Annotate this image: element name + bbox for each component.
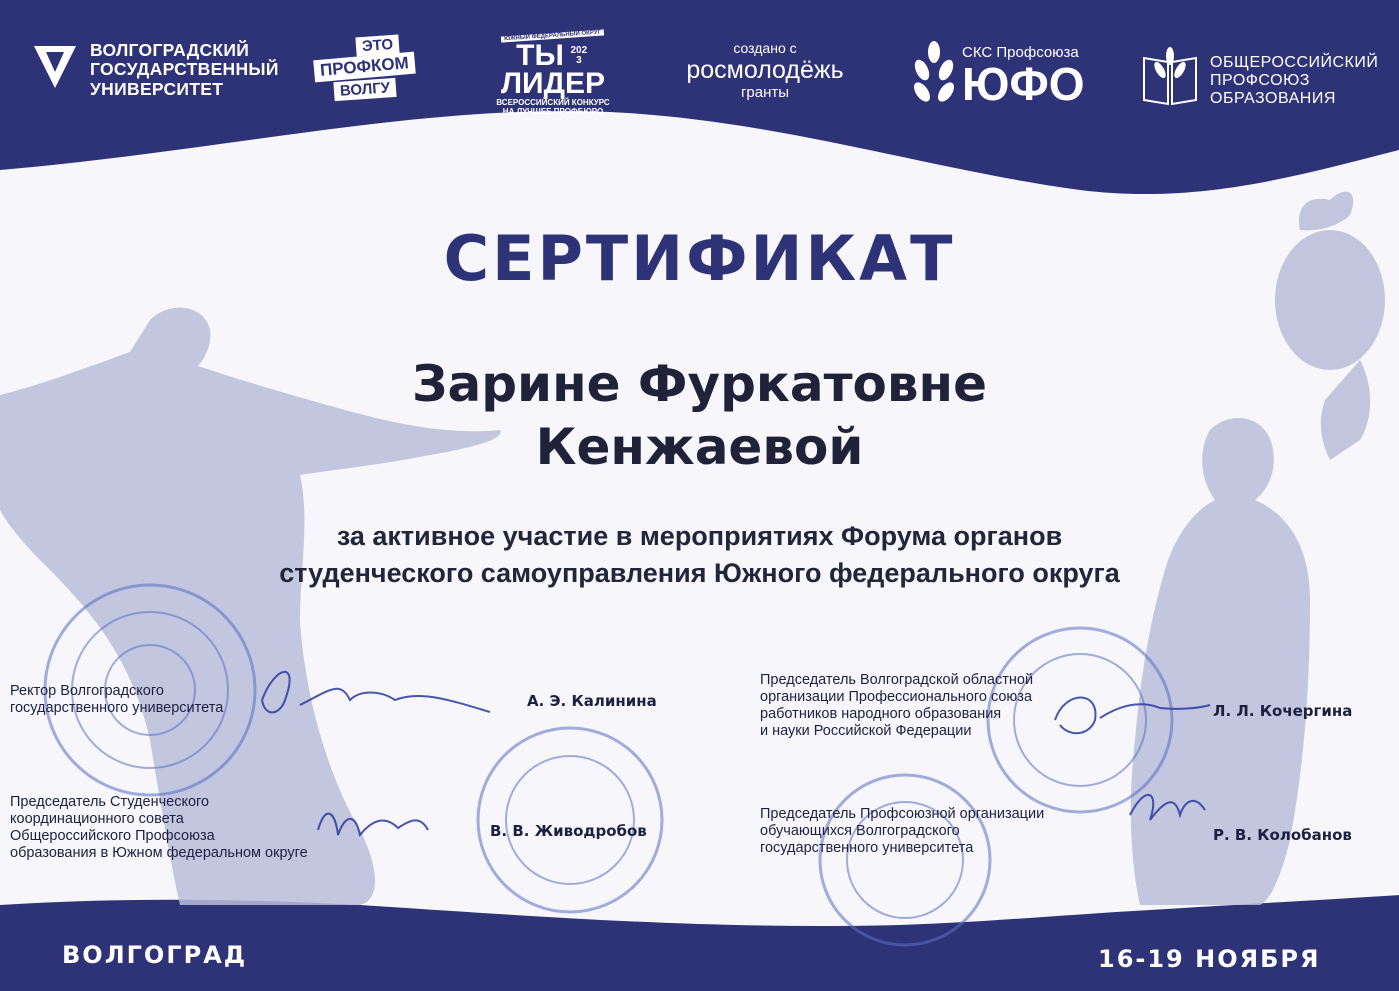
sks-pre: СКС Профсоюза (962, 44, 1079, 61)
eto-label: ЭТО (355, 35, 399, 57)
signatory-1-role-line: государственного университета (10, 700, 224, 716)
award-reason (0, 518, 1399, 592)
signatory-2-name: В. В. Живодробов (490, 822, 647, 840)
ty-lider-sub1: ВСЕРОССИЙСКИЙ КОНКУРС (496, 98, 610, 107)
union-line-1: ОБЩЕРОССИЙСКИЙ (1210, 54, 1379, 71)
union-book-icon (1140, 44, 1200, 106)
ty-lider-logo (478, 24, 628, 124)
signatory-1-role-line: Ректор Волгоградского (10, 683, 164, 699)
vgu-logo-icon (32, 42, 78, 92)
profkom-label: ПРОФКОМ (313, 52, 415, 83)
footer-dates: 16-19 НОЯБРЯ (1098, 945, 1321, 973)
ty-lider-year: 2023 (570, 45, 588, 66)
signatory-3-role-line: организации Профессионального союза (760, 689, 1033, 705)
signatory-4-role-line: Председатель Профсоюзной организации (760, 806, 1045, 822)
ty-lider-top: ЮЖНЫЙ ФЕДЕРАЛЬНЫЙ ОКРУГ (501, 29, 604, 42)
university-line-2: ГОСУДАРСТВЕННЫЙ (90, 59, 279, 80)
signatory-1-role (10, 683, 223, 717)
sks-leaf-icon (912, 40, 956, 106)
signatory-2-role (10, 794, 308, 862)
award-reason-line-2: студенческого самоуправления Южного федерального округа (279, 558, 1120, 588)
ty-lider-sub2: НА ЛУЧШЕЕ ПРОФБЮРО (502, 107, 604, 116)
signatory-2-role-line: образования в Южном федеральном округе (10, 845, 308, 861)
eto-profkom-logo (312, 36, 432, 106)
award-reason-line-1: за активное участие в мероприятиях Форума органов (336, 521, 1063, 551)
signatory-1-name: А. Э. Калинина (527, 692, 657, 710)
footer-city: ВОЛГОГРАД (62, 941, 248, 969)
signatory-4-name: Р. В. Колобанов (1213, 826, 1352, 844)
university-line-1: ВОЛГОГРАДСКИЙ (90, 40, 250, 60)
sks-logo-text (962, 44, 1085, 110)
university-line-3: УНИВЕРСИТЕТ (90, 78, 224, 99)
volgu-label: ВОЛГУ (333, 78, 396, 101)
signatory-3-role (760, 672, 1033, 740)
sks-main: ЮФО (962, 58, 1085, 110)
signatory-2-role-line: координационного совета (10, 811, 184, 827)
union-line-3: ОБРАЗОВАНИЯ (1210, 90, 1336, 107)
signatory-4-role (760, 806, 1044, 857)
rosmolodezh-logo (660, 40, 870, 101)
signatory-4-role-line: обучающихся Волгоградского (760, 823, 960, 839)
signatory-4-role-line: государственного университета (760, 840, 974, 856)
recipient-name-line-2: Кенжаевой (535, 418, 864, 476)
rosmolodezh-sub: гранты (740, 84, 790, 101)
certificate-title: СЕРТИФИКАТ (443, 222, 956, 295)
ty-lider-line2: ЛИДЕР (500, 67, 605, 100)
signatory-3-role-line: Председатель Волгоградской областной (760, 672, 1034, 688)
union-line-2: ПРОФСОЮЗ (1210, 72, 1310, 89)
signatory-2-role-line: Общероссийского Профсоюза (10, 828, 215, 844)
recipient-name-line-1: Зарине Фуркатовне (411, 355, 988, 413)
signatory-3-role-line: и науки Российской Федерации (760, 723, 972, 739)
signatory-3-name: Л. Л. Кочергина (1213, 702, 1353, 720)
union-logo-text (1210, 54, 1378, 108)
rosmolodezh-pre: создано с (733, 40, 797, 56)
signatory-2-role-line: Председатель Студенческого (10, 794, 210, 810)
university-logo-text (90, 41, 279, 99)
rosmolodezh-main: росмолодёжь (686, 56, 844, 84)
signatory-3-role-line: работников народного образования (760, 706, 1002, 722)
ty-lider-line1: ТЫ (516, 39, 564, 72)
